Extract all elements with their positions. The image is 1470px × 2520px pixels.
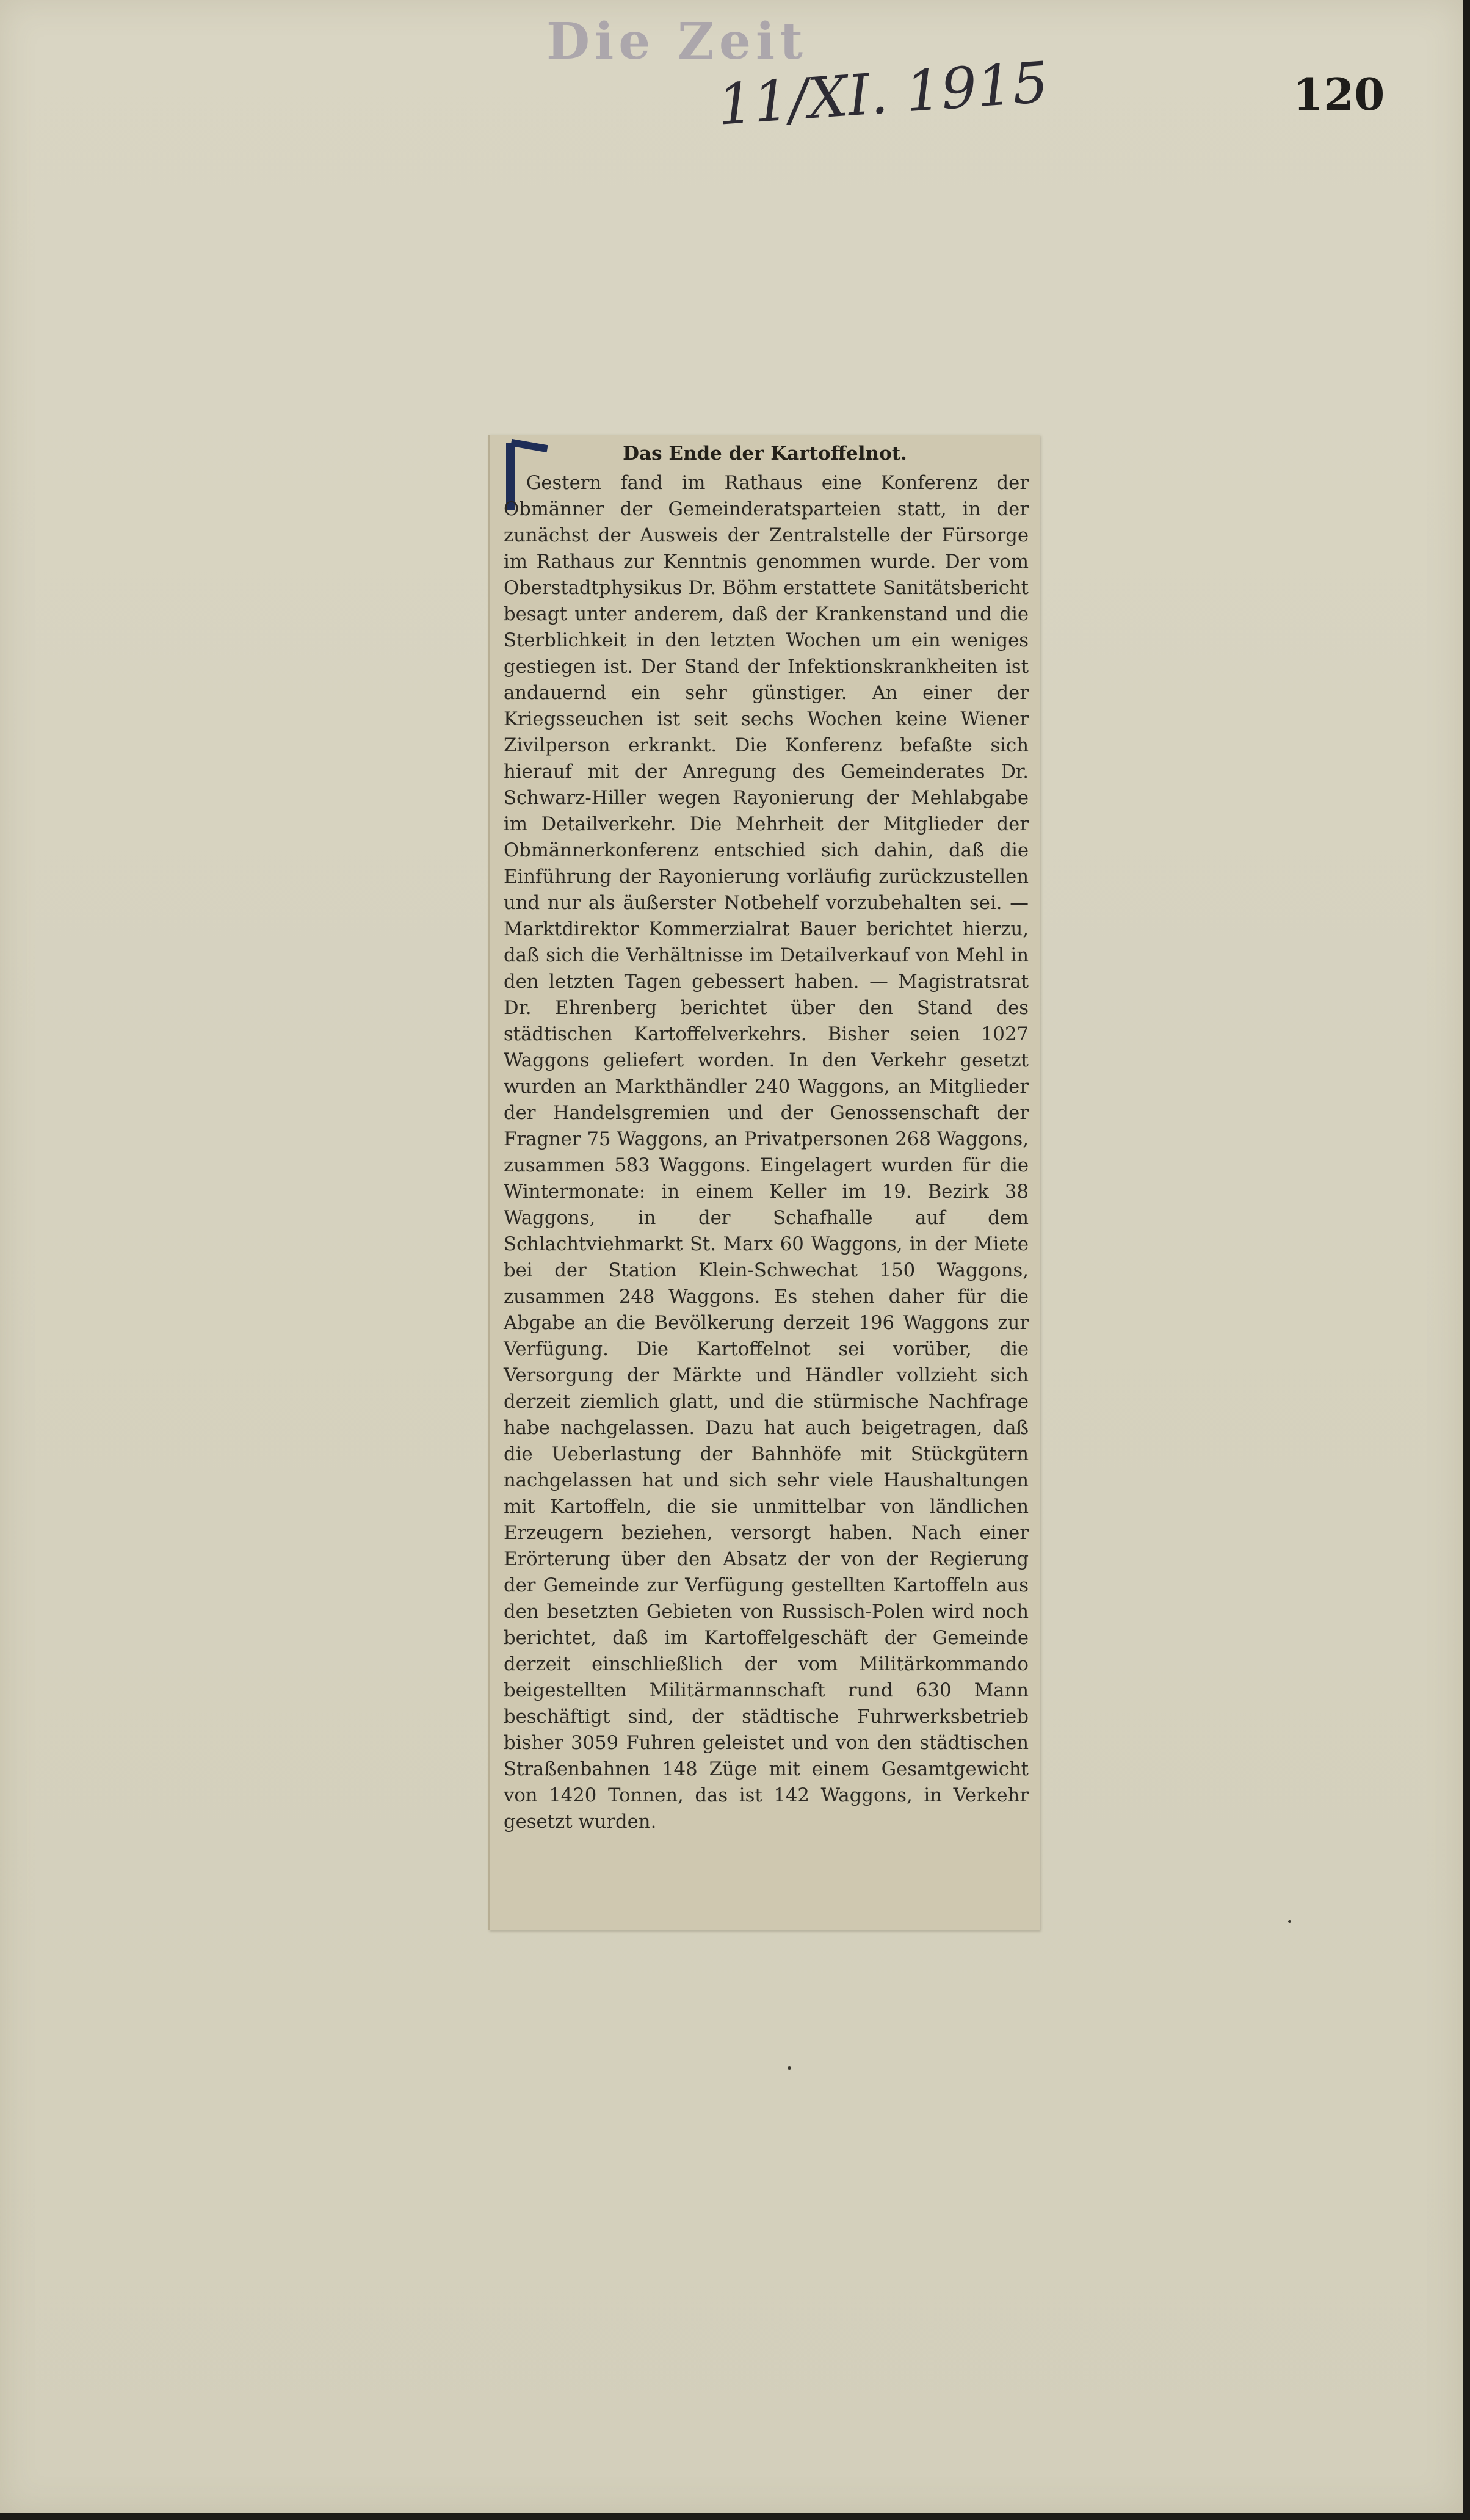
article-body: Gestern fand im Rathaus eine Konferenz der Obmänner der Gemeinderatsparteien statt, in der zunächst der Ausweis der Zentralstelle der Fürsorge im Rathaus zur Kenntnis genommen wurde. Der vom Oberstadtphysikus Dr. Böhm erstattete Sanitätsbericht besagt unter anderem, daß der Krankenstand und die Sterblichkeit in den letzten Wochen um ein weniges gestiegen ist. Der Stand der Infektionskrankheiten ist andauernd ein sehr günstiger. An einer der Kriegsseuchen ist seit sechs Wochen keine Wiener Zivilperson erkrankt. Die Konferenz befaßte sich hierauf mit der Anregung des Gemeinderates Dr. Schwarz-Hiller wegen Rayonierung der Mehlabgabe im Detailverkehr. Die Mehrheit der Mitglieder der Obmännerkonferenz entschied sich dahin, daß die Einführung der Rayonierung vorläufig zurückzustellen und nur als äußerster Notbehelf vorzubehalten sei. — Marktdirektor Kommerzialrat Bauer berichtet hierzu, daß sich die Verhältnisse im Detailverkauf von Mehl in den letzten Tagen gebessert haben. — Magistratsrat Dr. Ehrenberg berichtet über den Stand des städtischen Kartoffelverkehrs. Bisher seien 1027 Waggons geliefert worden. In den Verkehr gesetzt wurden an Markthändler 240 Waggons, an Mitglieder der Handelsgremien und der Genossenschaft der Fragner 75 Waggons, an Privatpersonen 268 Waggons, zusammen 583 Waggons. Eingelagert wurden für die Wintermonate: in einem Keller im 19. Bezirk 38 Waggons, in der Schafhalle auf dem Schlachtviehmarkt St. Marx 60 Waggons, in der Miete bei der Station Klein-Schwechat 150 Waggons, zusammen 248 Waggons. Es stehen daher für die Abgabe an die Bevölkerung derzeit 196 Waggons zur Verfügung. Die Kartoffelnot sei vorüber, die Versorgung der Märkte und Händler vollzieht sich derzeit ziemlich glatt, und die stürmische Nachfrage habe nachgelassen. Dazu hat auch beigetragen, daß die Ueberlastung der Bahnhöfe mit Stückgütern nachgelassen hat und sich sehr viele Haushaltungen mit Kartoffeln, die sie unmittelbar von ländlichen Erzeugern beziehen, versorgt haben. Nach einer Erörterung über den Absatz der von der Regierung der Gemeinde zur Verfügung gestellten Kartoffeln aus den besetzten Gebieten von Russisch-Polen wird noch berichtet, daß im Kartoffelgeschäft der Gemeinde derzeit einschließlich der vom Militärkommando beigestellten Militärmannschaft rund 630 Mann beschäftigt sind, der städtische Fuhrwerksbetrieb bisher 3059 Fuhren geleistet und von den städtischen Straßenbahnen 148 Züge mit einem Gesamtgewicht von 1420 Tonnen, das ist 142 Waggons, in Verkehr gesetzt wurden. [504, 472, 1029, 1833]
newspaper-clipping [488, 435, 1040, 1930]
newspaper-stamp: Die Zeit [546, 12, 808, 71]
paper-speck [788, 2066, 791, 2070]
paper-speck [1288, 1920, 1291, 1923]
handwritten-date: 11/XI. 1915 [715, 49, 1051, 138]
article-title: Das Ende der Kartoffelnot. [623, 443, 907, 465]
page-number: 120 [1293, 68, 1385, 120]
